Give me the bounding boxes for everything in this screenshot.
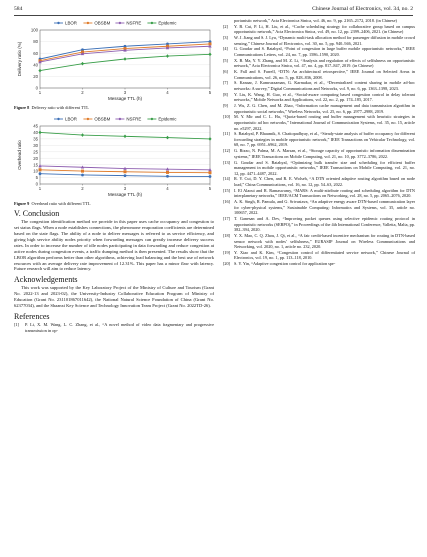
data-point <box>81 133 84 137</box>
reference-number: [3] <box>223 35 228 41</box>
data-point <box>209 171 212 174</box>
header-rule <box>14 15 413 16</box>
reference-number: [14] <box>223 176 231 182</box>
reference-text: P. Li, X. M. Wang, L. C. Zhang, et al., “A novel method of video data fragmentary and progressive transmission in op- <box>25 321 214 333</box>
reference-item <box>223 160 415 177</box>
left-column <box>14 18 214 334</box>
reference-item <box>223 188 415 199</box>
figure-8 <box>14 18 214 111</box>
x-tick-label: 3 <box>123 185 127 191</box>
acknowledgements-heading: Acknowledgements <box>14 275 78 285</box>
legend-label: NSFRE <box>126 20 142 26</box>
acknowledgements-text: This work was supported by the Key Laboratory Project of the Ministry of Culture and Tourism (Grant No. 2022-13 and 2023-02), the University-Industry Collaborative Education Program of Ministry of Education (Grant No. 231101867011642), the National Natural Science Foundation of China (Grant No. 62377034), and the Shaanxi Key Science and Technology Innovation Team Project (Grant No. 2022TD-26). <box>14 285 214 308</box>
x-tick-label: 1 <box>38 90 42 95</box>
y-tick-label: 10 <box>33 168 38 174</box>
legend-label: LBOR <box>65 20 77 26</box>
legend-label: LBOR <box>65 116 77 122</box>
conclusion-heading: V. Conclusion <box>14 209 60 219</box>
x-tick-label: 3 <box>123 90 127 95</box>
reference-item <box>223 24 415 35</box>
x-tick-label: 4 <box>166 90 169 95</box>
reference-item <box>223 35 415 46</box>
reference-item <box>223 69 415 80</box>
reference-item <box>223 58 415 69</box>
reference-text: S. Kanaar, J. Kamruzzaman, G. Karmakar, et al., “Decentralized content sharing in mobile ad-hoc networks: A survey,” Digital Communications and Networks, vol. 9, no. 6, pp. 1363–1398, 2023. <box>234 80 415 91</box>
data-point <box>38 130 41 134</box>
reference-number: [17] <box>223 216 231 222</box>
x-tick-label: 4 <box>166 185 169 191</box>
data-point <box>81 173 84 176</box>
reference-item <box>223 80 415 91</box>
reference-number: [18] <box>223 232 231 238</box>
legend-label: NSFRE <box>126 116 142 122</box>
reference-item <box>223 261 415 267</box>
references-heading: References <box>14 311 50 321</box>
overhead-ratio-chart <box>14 114 214 198</box>
reference-number: [1] <box>14 321 20 327</box>
reference-text: Y. Xiao and K. Kim, “Congestion control of differentiated service network,” Chinese Journal of Electronics, vol. 19, no. 1, pp. 113–118, 2010. <box>234 249 415 261</box>
reference-number: [11] <box>223 131 230 137</box>
data-point <box>123 57 126 61</box>
figure-8-caption-text: Delivery ratio with different TTL <box>31 104 89 110</box>
reference-text: K. Fall and S. Farrell, “DTN: An architectural retrospective,” IEEE Journal on Selected Areas in Communications, vol. 26, no. 5, pp. 828–836, 2008. <box>234 69 415 80</box>
reference-item <box>223 250 415 261</box>
data-point <box>124 170 127 173</box>
right-column-references <box>223 18 415 267</box>
reference-text: Y. B. Cui, P. Li, H. Liu, et al., “Cache scheduling strategy for collaborative group based on campus opportunistic network,” Acta Electronica Sinica, vol. 49, no. 12, pp. 2399–2406, 2021. (in Chinese) <box>234 23 415 35</box>
reference-number: [13] <box>223 159 231 165</box>
figure-9 <box>14 114 214 207</box>
legend-marker <box>151 22 153 24</box>
reference-item <box>223 131 415 148</box>
reference-number: [19] <box>223 249 231 255</box>
y-tick-label: 25 <box>33 149 38 155</box>
legend-label: OBSBM <box>94 20 111 26</box>
reference-item <box>223 103 415 114</box>
legend-marker <box>87 117 89 119</box>
reference-number: [8] <box>223 91 228 97</box>
x-tick-label: 1 <box>38 185 42 191</box>
y-tick-label: 60 <box>33 50 38 56</box>
legend-marker <box>151 117 153 119</box>
y-axis-label: Overhead ratio <box>17 139 22 170</box>
data-point <box>124 174 127 177</box>
reference-number: [16] <box>223 199 231 205</box>
reference-item <box>223 148 415 159</box>
x-tick-label: 2 <box>81 90 84 95</box>
x-tick-label: 5 <box>208 185 212 191</box>
reference-item <box>223 233 415 250</box>
y-axis-label: Delivery ratio (%) <box>17 41 22 77</box>
data-point <box>39 172 42 175</box>
legend-label: OBSBM <box>94 116 111 122</box>
reference-text: Y. X. Mao, C. Q. Zhou, J. Qi, et al., “A fair credit-based incentive mechanism for routing in DTN-based sensor network with nodes’ selfishness,” EURASIP Journal on Wireless Communications and Networking, vol. 2020, no. 1, article no. 232, 2020. <box>234 232 415 250</box>
y-tick-label: 0 <box>35 181 38 187</box>
y-tick-label: 0 <box>35 85 38 91</box>
y-tick-label: 5 <box>35 174 38 180</box>
y-tick-label: 40 <box>33 129 38 135</box>
reference-number: [9] <box>223 103 228 109</box>
data-point <box>81 169 84 172</box>
y-tick-label: 20 <box>33 155 38 161</box>
legend-marker <box>87 22 89 24</box>
reference-text: T. Ganesan and A. Dev, “Improving packet queues using selective epidemic routing protocol in opportunistic networks (SERPO),” in Proceedings of the 4th International Conference, Valletta, Malta, pp. 382–394, 2020. <box>234 216 415 233</box>
legend-marker <box>119 22 121 24</box>
references-left-list <box>14 322 214 334</box>
reference-text: I. El Alaoui and R. Ramaswamy, “MARS: A multi-attribute routing and scheduling algorithm for DTN interplanetary networks,” IEEE/ACM Transactions on Networking, vol. 28, no. 5, pp. 2065–2076, 2020. <box>234 187 415 199</box>
reference-item <box>223 199 415 216</box>
x-axis-label: Message TTL (h) <box>107 96 143 101</box>
data-point <box>38 69 41 73</box>
y-tick-label: 15 <box>33 161 38 167</box>
reference-number: [15] <box>223 187 231 193</box>
legend-label: Epidemic <box>158 20 177 26</box>
reference-text: G. Goudar and S. Batabyal, “Point of congestion in large buffer mobile opportunistic networks,” IEEE Communications Letters, vol. 24, no. 7, pp. 1586–1590, 2020. <box>234 46 415 57</box>
reference-item <box>14 322 214 334</box>
y-tick-label: 40 <box>33 62 38 68</box>
y-tick-label: 30 <box>33 142 38 148</box>
x-axis-label: Message TTL (h) <box>107 191 143 197</box>
page-number: 584 <box>14 6 23 12</box>
y-tick-label: 20 <box>33 74 38 79</box>
reference-text: G. Rizzo, N. Palma, M. A. Marsan, et al., “Storage capacity of opportunistic information dissemination systems,” IEEE Transactions on Mobile Computing, vol. 21, no. 10, pp. 3772–3786, 2022. <box>234 148 415 159</box>
reference-text: S. Batabyal, P. Bhaumik, S. Chattopadhyay, et al., “Steady-state analysis of buffer occupancy for different forwarding strategies in mobile opportunistic network,” IEEE Transactions on Vehicular Technology, vol. 68, no. 7, pp. 6951–6962, 2019. <box>234 131 415 148</box>
x-tick-label: 2 <box>81 185 84 191</box>
legend-label: Epidemic <box>158 116 177 122</box>
figure-9-label: Figure 9 <box>14 200 30 206</box>
data-point <box>39 168 42 171</box>
data-point <box>123 134 126 138</box>
data-point <box>209 175 212 178</box>
reference-text: X. B. Ma, Y. Y. Zhang, and M. Z. Li, “Analysis and regulation of effects of selfishness on opportunistic network,” Acta Electronica Sinica, vol. 47, no. 4, pp. 817–847, 2019. (in Chinese) <box>234 57 415 69</box>
reference-number: [10] <box>223 114 231 120</box>
reference-number: [7] <box>223 80 228 86</box>
data-point <box>166 175 169 178</box>
legend-marker <box>119 117 121 119</box>
journal-title: Chinese Journal of Electronics, vol. 34, no. 2 <box>312 6 413 12</box>
reference-number: [20] <box>223 261 231 267</box>
reference-number: [2] <box>223 23 228 29</box>
legend-marker <box>57 22 59 24</box>
reference-text: M. Y. Mir and C. L. Hu, “Quota-based routing and buffer management with heuristic strategies in opportunistic ad hoc networks,” International Journal of Communication Systems, vol. 35, no. 15, article no. e5297, 2022. <box>234 114 415 131</box>
reference-number: [12] <box>223 148 231 154</box>
reference-number: [5] <box>223 57 228 63</box>
data-point <box>166 54 169 58</box>
y-tick-label: 100 <box>30 27 38 33</box>
reference-item <box>223 92 415 103</box>
reference-text: A. K. Singh, R. Pamula, and G. Srivastava, “An adaptive energy aware DTN-based communication layer for cyber-physical systems,” Sustainable Computing: Informatics and Systems, vol. 35, article no. 100657, 2022. <box>234 199 415 216</box>
data-point <box>166 171 169 174</box>
reference-text: W. J. Jiang and S. J. Lyu, “Dynamic multi-task allocation method for passenger diffusion in mobile crowd sensing,” Chinese Journal of Electronics, vol. 30, no. 5, pp. 940–946, 2021. <box>234 35 415 46</box>
reference-text: Y. Liu, K. Wang, H. Guo, et al., “Social-aware computing based congestion control in delay tolerant networks,” Mobile Networks and Applications, vol. 22, no. 2, pp. 174–185, 2017. <box>234 91 415 103</box>
legend-marker <box>57 117 59 119</box>
figure-9-caption <box>14 201 214 207</box>
reference-item <box>223 176 415 187</box>
y-tick-label: 35 <box>33 136 38 142</box>
conclusion-text: The congestion identification method we provide in this paper uses cache occupancy and congestion to set status flags. When a node establishes connections, the pheromone evaporation coefficients are determined based on the state flags. The ability of a node to deliver messages is referred to as service efficiency, and giving high service ability nodes priority when forwarding messages can greatly increase delivery success rates. In order to increase the number of idle nodes participating in data forwarding and reduce congestion at active nodes during congestion events, a traffic dumping method is then presented. The results show that the LBOR algorithm performs better than other algorithms, achieving load balancing and the best use of network resources with an average delivery rate improvement of 12.31%. This paper has a minor flaw with latency. Future research will aim to reduce latency. <box>14 219 214 272</box>
reference-text: portunistic network,” Acta Electronica Sinica, vol. 46, no. 9, pp. 2165–2172, 2018. (in Chinese) <box>234 18 397 23</box>
y-tick-label: 45 <box>33 123 38 129</box>
delivery-ratio-chart <box>14 18 214 102</box>
figure-8-caption <box>14 105 214 111</box>
reference-item <box>223 114 415 131</box>
x-tick-label: 5 <box>208 90 212 95</box>
reference-item <box>223 216 415 233</box>
figure-9-caption-text: Overhead ratio with different TTL <box>31 200 91 206</box>
reference-number: [6] <box>223 69 228 75</box>
reference-text: R. Y. Cui, D. Y. Chen, and R. E. Wolseh, “A DTN oriented adaptive routing algorithm based on node load,” China Communications, vol. 16, no. 12, pp. 54–63, 2022. <box>234 176 415 188</box>
figure-8-label: Figure 8 <box>14 104 30 110</box>
data-point <box>208 137 211 141</box>
reference-item <box>223 46 415 57</box>
reference-number: [4] <box>223 46 228 52</box>
reference-text: J. Wu, Z. G. Chen, and M. Zhao, “Information cache management and data transmission algorithm in opportunistic social networks,” Wireless Networks, vol. 25, no. 6, pp. 2977–2988, 2019. <box>234 103 415 114</box>
y-tick-label: 80 <box>33 39 38 45</box>
reference-text: G. Goudar and S. Batabyal, “Optimizing bulk transfer size and scheduling for efficient buffer management in mobile opportunistic networks,” IEEE Transactions on Mobile Computing, vol. 21, no. 12, pp. 4471–4487, 2022. <box>234 159 415 176</box>
reference-text: S. Y. Yin, “Adaptive congestion control for application spe- <box>234 261 336 267</box>
